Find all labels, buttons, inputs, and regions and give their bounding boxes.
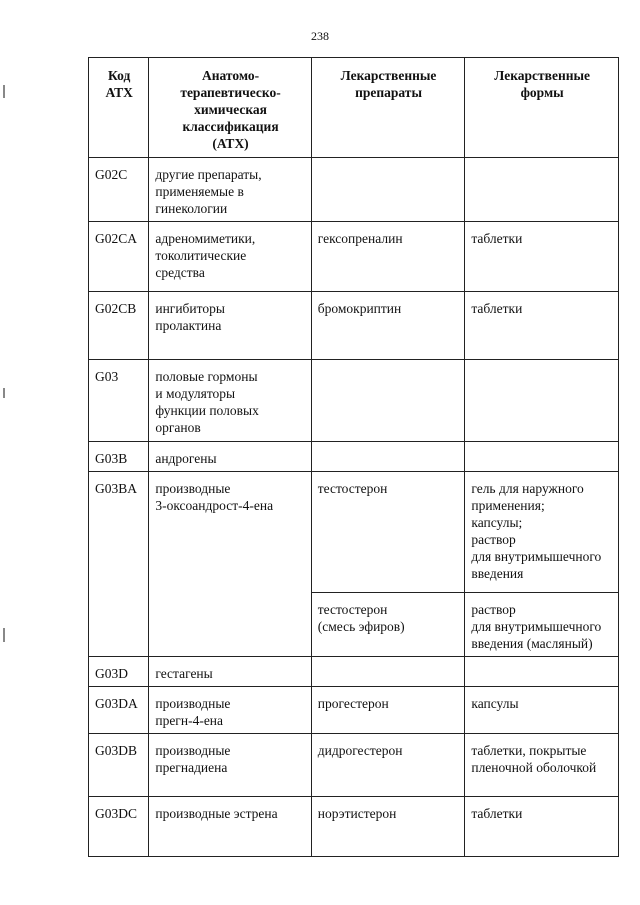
classification-line: прегн-4-ена — [155, 713, 224, 728]
form-cell — [465, 657, 619, 687]
header-classification — [149, 58, 311, 158]
classification-line: ингибиторы — [155, 301, 225, 316]
classification-cell — [149, 657, 311, 687]
form-line: гель для наружного — [471, 481, 584, 496]
scan-edge-mark — [3, 628, 5, 642]
scan-edge-mark — [3, 388, 5, 398]
atc-code-cell: G03BA — [89, 472, 149, 593]
header-row — [89, 58, 619, 158]
drug-line: гексопреналин — [317, 231, 403, 246]
atc-code-cell: G02CB — [89, 292, 149, 360]
form-line: введения (масляный) — [471, 636, 593, 651]
classification-line: производные эстрена — [155, 806, 278, 821]
classification-line: функции половых — [155, 403, 259, 418]
drug-cell — [311, 734, 465, 797]
header-text-line: терапевтическо- — [180, 85, 281, 100]
classification-line: гестагены — [155, 666, 213, 681]
drug-line: прогестерон — [317, 696, 389, 711]
classification-cell — [149, 593, 311, 657]
classification-line: гинекологии — [155, 201, 228, 216]
scan-edge-mark — [3, 85, 5, 98]
header-text-line: классификация — [182, 119, 279, 134]
atc-code-cell: G03B — [89, 442, 149, 472]
header-code — [89, 58, 149, 158]
atc-drug-table — [88, 57, 619, 857]
classification-line: и модуляторы — [155, 386, 236, 401]
atc-code-cell: G03DB — [89, 734, 149, 797]
table-row — [89, 222, 619, 292]
form-line: таблетки — [471, 806, 523, 821]
classification-cell — [149, 158, 311, 222]
classification-line: 3-оксоандрост-4-ена — [155, 498, 274, 513]
atc-code-cell: G03DA — [89, 687, 149, 734]
form-cell — [465, 442, 619, 472]
form-cell — [465, 292, 619, 360]
classification-cell — [149, 292, 311, 360]
classification-line: применяемые в — [155, 184, 244, 199]
header-text-line: Анатомо- — [201, 68, 260, 83]
page-number: 238 — [311, 29, 329, 43]
drug-line: тестостерон — [317, 602, 388, 617]
classification-cell — [149, 734, 311, 797]
table-row — [89, 593, 619, 657]
atc-code-cell: G02CA — [89, 222, 149, 292]
header-text-line: формы — [520, 85, 564, 100]
header-text-line: химическая — [194, 102, 267, 117]
drug-line: (смесь эфиров) — [317, 619, 405, 634]
drug-line: дидрогестерон — [317, 743, 403, 758]
form-cell — [465, 687, 619, 734]
header-text-line: Лекарственные — [340, 68, 437, 83]
form-line: для внутримышечного — [471, 549, 602, 564]
form-line: таблетки — [471, 301, 523, 316]
classification-line: производные — [155, 696, 231, 711]
drug-cell — [311, 360, 465, 442]
header-text-line: Код — [108, 68, 131, 83]
classification-cell — [149, 222, 311, 292]
form-line: капсулы — [471, 696, 519, 711]
table-row — [89, 360, 619, 442]
classification-line: прегнадиена — [155, 760, 228, 775]
table-row — [89, 734, 619, 797]
atc-code-cell: G03D — [89, 657, 149, 687]
form-cell — [465, 593, 619, 657]
form-line: введения — [471, 566, 524, 581]
classification-line: другие препараты, — [155, 167, 262, 182]
drug-cell — [311, 222, 465, 292]
drug-line: тестостерон — [317, 481, 388, 496]
drug-cell — [311, 472, 465, 593]
classification-cell — [149, 360, 311, 442]
form-line: раствор — [471, 602, 516, 617]
drug-line: норэтистерон — [317, 806, 397, 821]
table-row — [89, 292, 619, 360]
drug-cell — [311, 292, 465, 360]
form-line: пленочной оболочкой — [471, 760, 597, 775]
drug-cell — [311, 593, 465, 657]
form-line: раствор — [471, 532, 516, 547]
header-text-line: препараты — [355, 85, 422, 100]
table-row — [89, 657, 619, 687]
classification-cell — [149, 472, 311, 593]
classification-line: адреномиметики, — [155, 231, 256, 246]
form-line: таблетки, покрытые — [471, 743, 587, 758]
form-cell — [465, 472, 619, 593]
drug-line: бромокриптин — [317, 301, 402, 316]
form-cell — [465, 797, 619, 857]
header-drugs — [311, 58, 465, 158]
table-row — [89, 797, 619, 857]
form-line: применения; — [471, 498, 545, 513]
form-line: для внутримышечного — [471, 619, 602, 634]
drug-cell — [311, 442, 465, 472]
table-row — [89, 158, 619, 222]
atc-code-cell: G03 — [89, 360, 149, 442]
classification-line: органов — [155, 420, 201, 435]
classification-line: производные — [155, 743, 231, 758]
atc-code-cell: G02C — [89, 158, 149, 222]
header-text-line: (АТХ) — [212, 136, 249, 151]
form-line: таблетки — [471, 231, 523, 246]
classification-line: средства — [155, 265, 205, 280]
header-text-line: АТХ — [105, 85, 133, 100]
form-cell — [465, 158, 619, 222]
atc-code-cell: G03DC — [89, 797, 149, 857]
classification-line: токолитические — [155, 248, 247, 263]
classification-line: производные — [155, 481, 231, 496]
drug-cell — [311, 797, 465, 857]
classification-line: пролактина — [155, 318, 222, 333]
header-forms — [465, 58, 619, 158]
drug-cell — [311, 687, 465, 734]
classification-cell — [149, 687, 311, 734]
drug-cell — [311, 657, 465, 687]
form-cell — [465, 734, 619, 797]
form-cell — [465, 360, 619, 442]
classification-cell — [149, 442, 311, 472]
classification-line: андрогены — [155, 451, 217, 466]
header-text-line: Лекарственные — [494, 68, 591, 83]
table-row — [89, 687, 619, 734]
table-row — [89, 442, 619, 472]
classification-line: половые гормоны — [155, 369, 258, 384]
form-line: капсулы; — [471, 515, 523, 530]
form-cell — [465, 222, 619, 292]
table-row — [89, 472, 619, 593]
classification-cell — [149, 797, 311, 857]
drug-cell — [311, 158, 465, 222]
atc-code-cell — [89, 593, 149, 657]
